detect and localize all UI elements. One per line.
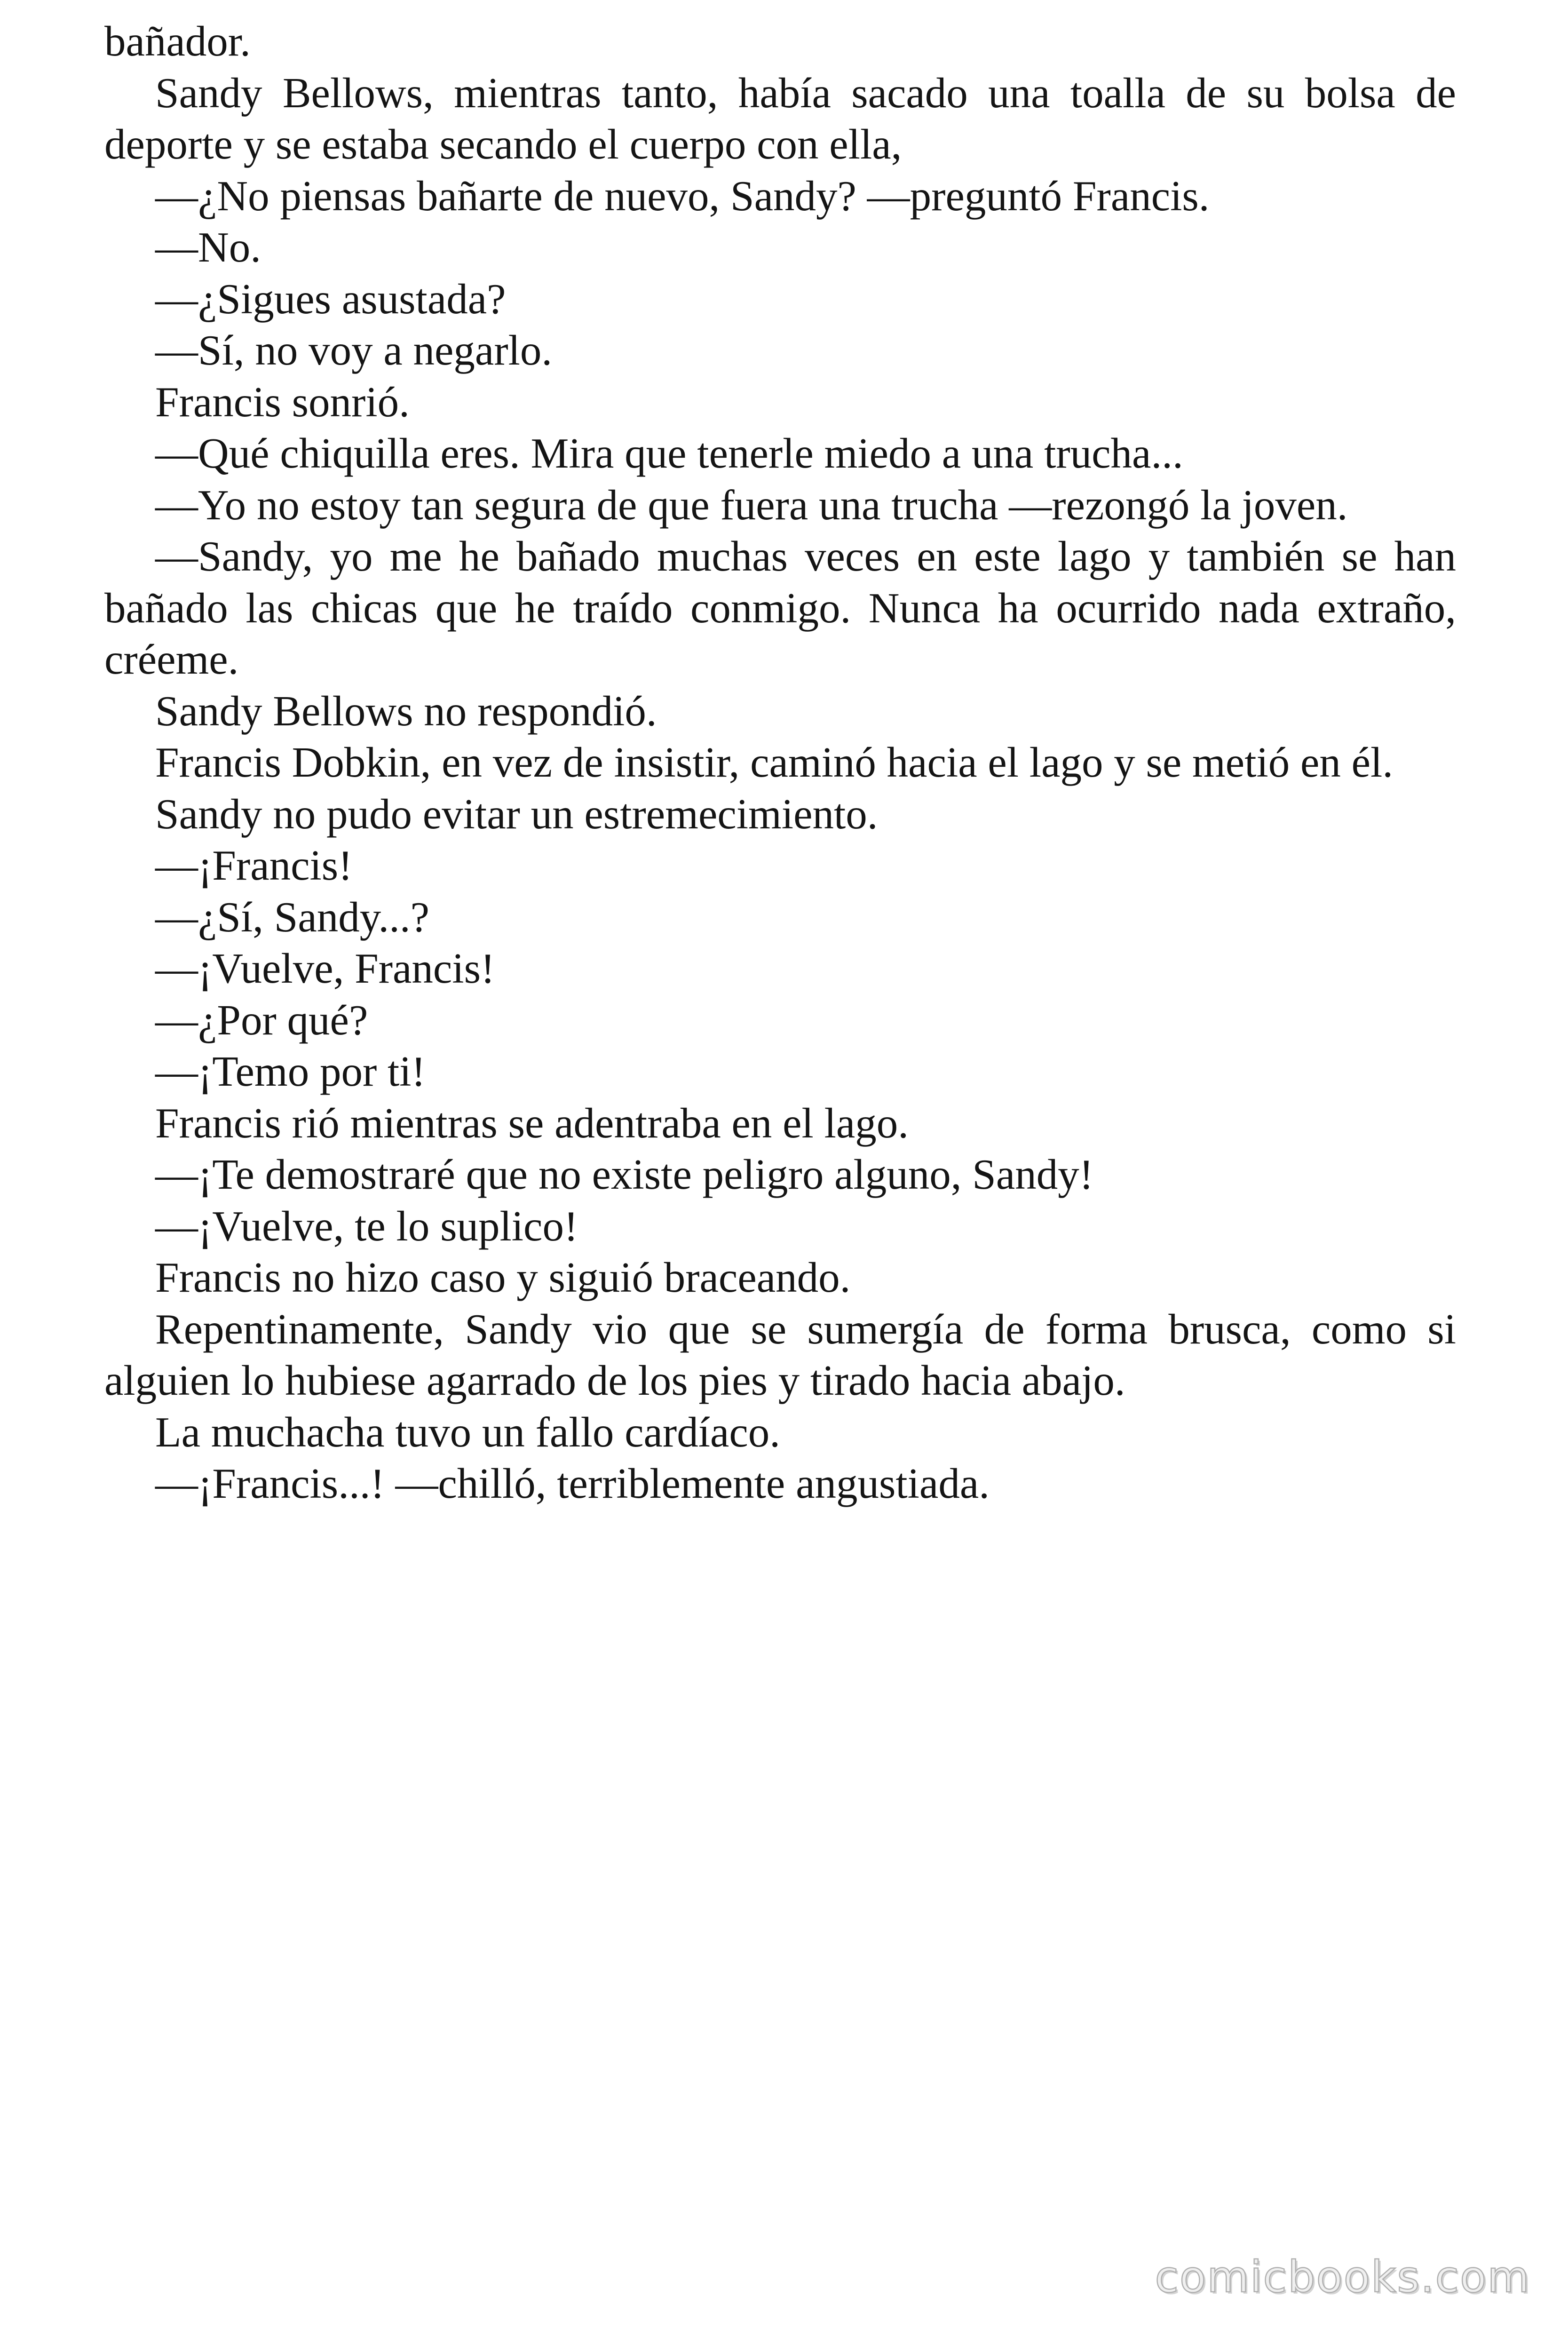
text-line: Francis sonrió.: [155, 378, 410, 426]
paragraph: [104, 1097, 1456, 1149]
paragraph: [104, 1252, 1456, 1303]
text-line: —¡Temo por ti!: [155, 1048, 426, 1095]
paragraph: [104, 1406, 1456, 1458]
text-line: La muchacha tuvo un fallo cardíaco.: [155, 1408, 781, 1456]
paragraph: [104, 376, 1456, 428]
text-line: —¿Sí, Sandy...?: [155, 893, 430, 941]
text-line: Sandy Bellows no respondió.: [155, 687, 657, 735]
paragraph: [104, 685, 1456, 737]
paragraph: [104, 840, 1456, 891]
paragraph: [104, 1200, 1456, 1252]
paragraph: [104, 170, 1456, 222]
text-line: —Qué chiquilla eres. Mira que tenerle miedo a una trucha...: [155, 429, 1183, 477]
text-line: —¡Te demostraré que no existe peligro alguno, Sandy!: [155, 1151, 1094, 1198]
watermark: comicbooks.com: [1155, 2252, 1530, 2302]
paragraph: [104, 325, 1456, 376]
text-line: Francis Dobkin, en vez de insistir, caminó hacia el lago y se metió en él.: [155, 739, 1394, 786]
text-line: bañador.: [104, 17, 251, 65]
paragraph: [104, 16, 1456, 67]
text-line: Sandy no pudo evitar un estremecimiento.: [155, 790, 878, 838]
paragraph: [104, 479, 1456, 531]
paragraph: [104, 67, 1456, 170]
text-line: Sandy Bellows, mientras tanto, había sacado una toalla de su bolsa de: [155, 69, 1456, 117]
text-line: —No.: [155, 223, 261, 271]
text-line: —¿No piensas bañarte de nuevo, Sandy? —preguntó Francis.: [155, 172, 1210, 220]
text-line: Repentinamente, Sandy vio que se sumergía de forma brusca, como si: [155, 1305, 1456, 1353]
paragraph: [104, 1149, 1456, 1200]
paragraph: [104, 1458, 1456, 1510]
paragraph: [104, 943, 1456, 994]
text-line: —¡Vuelve, te lo suplico!: [155, 1202, 578, 1250]
paragraph: [104, 1046, 1456, 1097]
paragraph: [104, 531, 1456, 685]
paragraph: [104, 737, 1456, 788]
paragraph: [104, 891, 1456, 943]
text-line: bañado las chicas que he traído conmigo. Nunca ha ocurrido nada extraño,: [104, 584, 1456, 632]
paragraph: [104, 428, 1456, 479]
text-line: Francis rió mientras se adentraba en el lago.: [155, 1099, 909, 1147]
page-text: [104, 16, 1456, 1510]
text-line: alguien lo hubiese agarrado de los pies y tirado hacia abajo.: [104, 1357, 1125, 1404]
text-line: —Sí, no voy a negarlo.: [155, 326, 553, 374]
paragraph: [104, 273, 1456, 325]
text-line: —¡Vuelve, Francis!: [155, 945, 495, 992]
paragraph: [104, 994, 1456, 1046]
text-line: —Yo no estoy tan segura de que fuera una trucha —rezongó la joven.: [155, 481, 1348, 529]
text-line: —¡Francis...! —chilló, terriblemente angustiada.: [155, 1460, 990, 1507]
text-line: —¿Sigues asustada?: [155, 275, 506, 323]
paragraph: [104, 788, 1456, 840]
paragraph: [104, 222, 1456, 273]
text-line: —Sandy, yo me he bañado muchas veces en este lago y también se han: [155, 532, 1456, 580]
text-line: Francis no hizo caso y siguió braceando.: [155, 1254, 851, 1301]
text-line: deporte y se estaba secando el cuerpo con ella,: [104, 120, 902, 168]
text-line: —¡Francis!: [155, 842, 353, 889]
text-line: —¿Por qué?: [155, 996, 368, 1044]
text-line: créeme.: [104, 636, 239, 683]
paragraph: [104, 1303, 1456, 1406]
